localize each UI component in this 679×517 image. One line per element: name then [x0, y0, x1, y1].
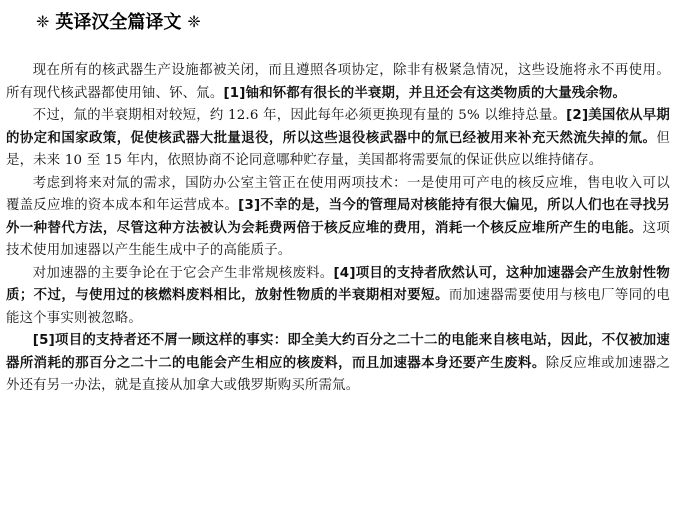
text-run: 对加速器的主要争论在于它会产生非常规核废料。 [32, 265, 334, 281]
paragraph [6, 105, 670, 173]
text-run: 这项技术使用加速器以产生能生成中子的高能质子。 [6, 220, 670, 258]
text-run: 现在所有的核武器生产设施都被关闭，而且遵照各项协定，除非有极紧急情况，这些设施将永不再使用。所有现代核武器都使用铀、钚、氚。 [6, 63, 670, 101]
text-run: 但是，未来 10 至 15 年内，依照协商不论同意哪种贮存量，美国都将需要氚的保证供应以维持储存。 [6, 130, 670, 168]
page-title [30, 8, 207, 34]
highlighted-sentence-4: [4]项目的支持者欣然认可，这种加速器会产生放射性物质；不过，与使用过的核燃料废料相比，放射性物质的半衰期相对要短。 [6, 265, 670, 303]
translation-body [6, 60, 670, 398]
text-run: 除反应堆或加速器之外还有另一办法，就是直接从加拿大或俄罗斯购买所需氚。 [6, 355, 670, 393]
decorative-star-icon: ❈ [36, 11, 50, 31]
paragraph [6, 60, 670, 105]
text-run: 不过，氚的半衰期相对较短，约 12.6 年，因此每年必须更换现有量的 5% 以维持总量。 [32, 108, 567, 123]
highlighted-sentence-3: [3]不幸的是，当今的管理局对核能持有很大偏见，所以人们也在寻找另外一种替代方法，尽管这种方法被认为会耗费两倍于核反应堆的费用，消耗一个核反应堆所产生的电能。 [6, 198, 670, 236]
highlighted-sentence-1: [1]铀和钚都有很长的半衰期，并且还会有这类物质的大量残余物。 [223, 85, 627, 101]
paragraph [6, 330, 670, 398]
paragraph [6, 263, 670, 331]
title-text: 英译汉全篇译文 [55, 12, 182, 33]
highlighted-sentence-2: [2]美国依从早期的协定和国家政策，促使核武器大批量退役，所以这些退役核武器中的氚已经被用来补充天然流失掉的氚。 [6, 108, 670, 146]
highlighted-sentence-5: [5]项目的支持者还不屑一顾这样的事实：即全美大约百分之二十二的电能来自核电站，因此，不仅被加速器所消耗的那百分之二十二的电能会产生相应的核废料，而且加速器本身还要产生废料。 [6, 333, 670, 371]
text-run: 考虑到将来对氚的需求，国防办公室主管正在使用两项技术：一是使用可产电的核反应堆，售电收入可以覆盖反应堆的资本成本和年运营成本。 [6, 175, 670, 213]
decorative-star-icon: ❈ [187, 11, 201, 31]
paragraph [6, 173, 670, 263]
text-run: 而加速器需要使用与核电厂等同的电能这个事实则被忽略。 [6, 288, 670, 326]
